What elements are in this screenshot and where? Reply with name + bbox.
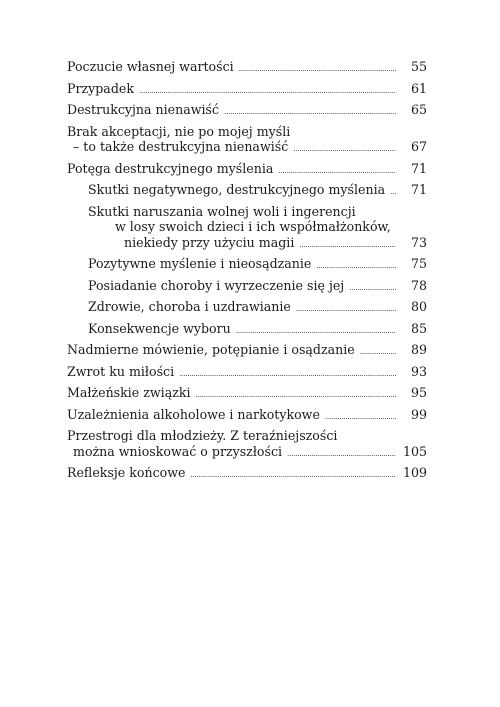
- toc-page-number: 80: [410, 299, 427, 314]
- toc-page-number: 73: [410, 234, 427, 250]
- toc-entry: [67, 465, 427, 481]
- dot-leader: [349, 278, 396, 293]
- toc-entry: [67, 321, 427, 337]
- toc-page-number: 71: [410, 182, 427, 197]
- toc-page-number: 61: [410, 80, 427, 96]
- toc-entry-title: – to także destrukcyjna nienawiść: [73, 139, 289, 154]
- toc-entry-title: Potęga destrukcyjnego myślenia: [67, 160, 274, 176]
- dot-leader: [390, 182, 396, 197]
- toc-entry-title: w losy swoich dzieci i ich współmałżonków,: [115, 219, 391, 234]
- toc-entry: [67, 204, 427, 251]
- toc-entry-title: Zdrowie, choroba i uzdrawianie: [88, 299, 291, 314]
- toc-entry: [67, 256, 427, 272]
- toc-page-number: 65: [410, 102, 427, 117]
- toc-entry-title: Pozytywne myślenie i nieosądzanie: [88, 256, 312, 271]
- dot-leader: [278, 161, 396, 176]
- toc-entry: [67, 342, 427, 358]
- toc-entry-title: Uzależnienia alkoholowe i narkotykowe: [67, 406, 320, 422]
- toc-page-number: 93: [410, 363, 427, 379]
- toc-entry-title: Przypadek: [67, 80, 134, 96]
- toc-entry: [67, 124, 427, 155]
- toc-page-number: 99: [410, 406, 427, 422]
- toc-entry: [67, 299, 427, 315]
- toc-page-number: 85: [410, 320, 427, 336]
- dot-leader: [139, 81, 396, 96]
- toc-entry-title: Skutki naruszania wolnej woli i ingerencji: [88, 203, 356, 219]
- toc-entry-title: można wnioskować o przyszłości: [73, 443, 283, 459]
- dot-leader: [293, 139, 396, 154]
- toc-entry-title: Przestrogi dla młodzieży. Z teraźniejszości: [67, 428, 338, 443]
- toc-page-number: 109: [402, 465, 427, 480]
- toc-entry: [67, 385, 427, 401]
- toc-entry-title: Konsekwencje wyboru: [88, 320, 231, 336]
- dot-leader: [325, 407, 396, 422]
- toc-entry-title: Nadmierne mówienie, potępianie i osądzanie: [67, 342, 355, 357]
- toc-entry: [67, 278, 427, 294]
- toc-page-number: 78: [410, 277, 427, 293]
- toc-page-number: 95: [410, 385, 427, 400]
- toc-page-number: 89: [410, 342, 427, 357]
- toc-entry-title: Posiadanie choroby i wyrzeczenie się jej: [88, 277, 345, 293]
- dot-leader: [287, 444, 396, 459]
- dot-leader: [196, 385, 396, 400]
- toc-entry: [67, 59, 427, 75]
- toc-page-number: 105: [402, 443, 427, 459]
- toc-entry: [67, 364, 427, 380]
- toc-page-number: 71: [410, 160, 427, 176]
- toc-entry-title: Refleksje końcowe: [67, 465, 186, 480]
- dot-leader: [239, 59, 396, 74]
- toc-page-number: 55: [410, 59, 427, 74]
- dot-leader: [236, 321, 396, 336]
- dot-leader: [190, 465, 396, 480]
- toc-entry: [67, 428, 427, 459]
- toc-entry: [67, 102, 427, 118]
- toc-entry: [67, 182, 427, 198]
- toc-entry-title: Skutki negatywnego, destrukcyjnego myślenia: [88, 182, 386, 197]
- dot-leader: [299, 235, 396, 250]
- toc-entry-title: Zwrot ku miłości: [67, 363, 175, 379]
- toc-entry: [67, 161, 427, 177]
- toc-entry-title: Małżeńskie związki: [67, 385, 191, 400]
- toc-entry-title: Destrukcyjna nienawiść: [67, 102, 220, 117]
- dot-leader: [316, 256, 396, 271]
- dot-leader: [224, 102, 396, 117]
- toc-entry: [67, 81, 427, 97]
- dot-leader: [360, 342, 396, 357]
- toc-entry-title: niekiedy przy użyciu magii: [124, 234, 295, 250]
- toc-page-number: 67: [410, 139, 427, 154]
- table-of-contents: [67, 59, 427, 481]
- toc-entry-title: Poczucie własnej wartości: [67, 59, 234, 74]
- toc-entry: [67, 407, 427, 423]
- toc-page-number: 75: [410, 256, 427, 271]
- dot-leader: [296, 299, 396, 314]
- toc-entry-title: Brak akceptacji, nie po mojej myśli: [67, 123, 291, 139]
- dot-leader: [179, 364, 396, 379]
